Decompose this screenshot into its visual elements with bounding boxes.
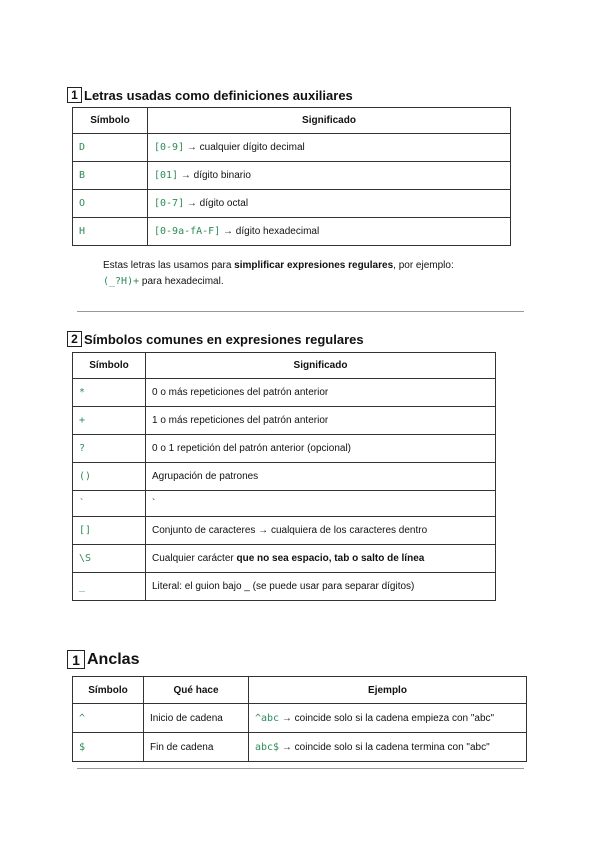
divider <box>77 768 524 769</box>
what-cell: Fin de cadena <box>144 733 249 762</box>
column-header-meaning: Significado <box>148 108 511 134</box>
table-row <box>73 545 496 573</box>
section-number: 1 <box>67 87 82 103</box>
meaning-cell: 0 o 1 repetición del patrón anterior (opcional) <box>146 435 496 463</box>
meaning-cell: Conjunto de caracteres → cualquiera de los caracteres dentro <box>146 517 496 545</box>
meaning-cell: ` <box>146 491 496 517</box>
symbol-cell: [] <box>79 525 92 536</box>
common-symbols-table <box>72 352 496 601</box>
column-header-symbol: Símbolo <box>73 108 148 134</box>
symbol-cell: ? <box>79 443 86 454</box>
symbol-cell: * <box>79 387 86 398</box>
explanatory-note: Estas letras las usamos para simplificar expresiones regulares, por ejemplo: (_?H)+ para hexadecimal. <box>103 260 454 287</box>
section-title-text: Anclas <box>87 650 140 668</box>
table-row <box>73 517 496 545</box>
table-row <box>73 162 511 190</box>
symbol-cell: + <box>79 415 86 426</box>
symbol-cell: B <box>79 170 86 181</box>
meaning-cell: 1 o más repeticiones del patrón anterior <box>146 407 496 435</box>
symbol-cell: O <box>79 198 86 209</box>
meaning-cell: Cualquier carácter que no sea espacio, tab o salto de línea <box>146 545 496 573</box>
symbol-cell: $ <box>79 741 86 753</box>
table-row <box>73 491 496 517</box>
meaning-cell: [0-9] → cualquier dígito decimal <box>148 134 511 162</box>
table-row <box>73 733 527 762</box>
example-cell: ^abc → coincide solo si la cadena empieza con "abc" <box>249 704 527 733</box>
meaning-cell: Agrupación de patrones <box>146 463 496 491</box>
section-title-text: Letras usadas como definiciones auxiliares <box>84 87 353 103</box>
section-number: 2 <box>67 331 82 347</box>
section-title-text: Símbolos comunes en expresiones regulares <box>84 331 364 347</box>
meaning-cell: [01] → dígito binario <box>148 162 511 190</box>
meaning-cell: 0 o más repeticiones del patrón anterior <box>146 379 496 407</box>
table-row <box>73 704 527 733</box>
table-row <box>73 435 496 463</box>
example-code: (_?H)+ <box>103 276 140 287</box>
section-title-common-symbols <box>67 331 364 347</box>
column-header-meaning: Significado <box>146 353 496 379</box>
table-row <box>73 407 496 435</box>
column-header-symbol: Símbolo <box>73 353 146 379</box>
symbol-cell: ^ <box>79 712 86 724</box>
table-row <box>73 218 511 246</box>
symbol-cell: \S <box>79 553 92 564</box>
column-header-symbol: Símbolo <box>73 677 144 704</box>
column-header-example: Ejemplo <box>249 677 527 704</box>
auxiliary-letters-table <box>72 107 511 246</box>
meaning-cell: [0-9a-fA-F] → dígito hexadecimal <box>148 218 511 246</box>
section-number: 1 <box>67 650 85 669</box>
section-title-auxiliary-letters <box>67 87 353 103</box>
table-row <box>73 379 496 407</box>
table-row <box>73 463 496 491</box>
table-row <box>73 134 511 162</box>
symbol-cell: H <box>79 226 86 237</box>
what-cell: Inicio de cadena <box>144 704 249 733</box>
meaning-cell: Literal: el guion bajo _ (se puede usar para separar dígitos) <box>146 573 496 601</box>
anchors-table <box>72 676 527 762</box>
symbol-cell: ` <box>79 498 86 509</box>
example-cell: abc$ → coincide solo si la cadena termina con "abc" <box>249 733 527 762</box>
meaning-cell: [0-7] → dígito octal <box>148 190 511 218</box>
table-row <box>73 573 496 601</box>
symbol-cell: D <box>79 142 86 153</box>
section-title-anchors <box>67 650 139 669</box>
column-header-what: Qué hace <box>144 677 249 704</box>
divider <box>77 311 524 312</box>
symbol-cell: _ <box>79 581 86 592</box>
symbol-cell: () <box>79 471 92 482</box>
table-row <box>73 190 511 218</box>
